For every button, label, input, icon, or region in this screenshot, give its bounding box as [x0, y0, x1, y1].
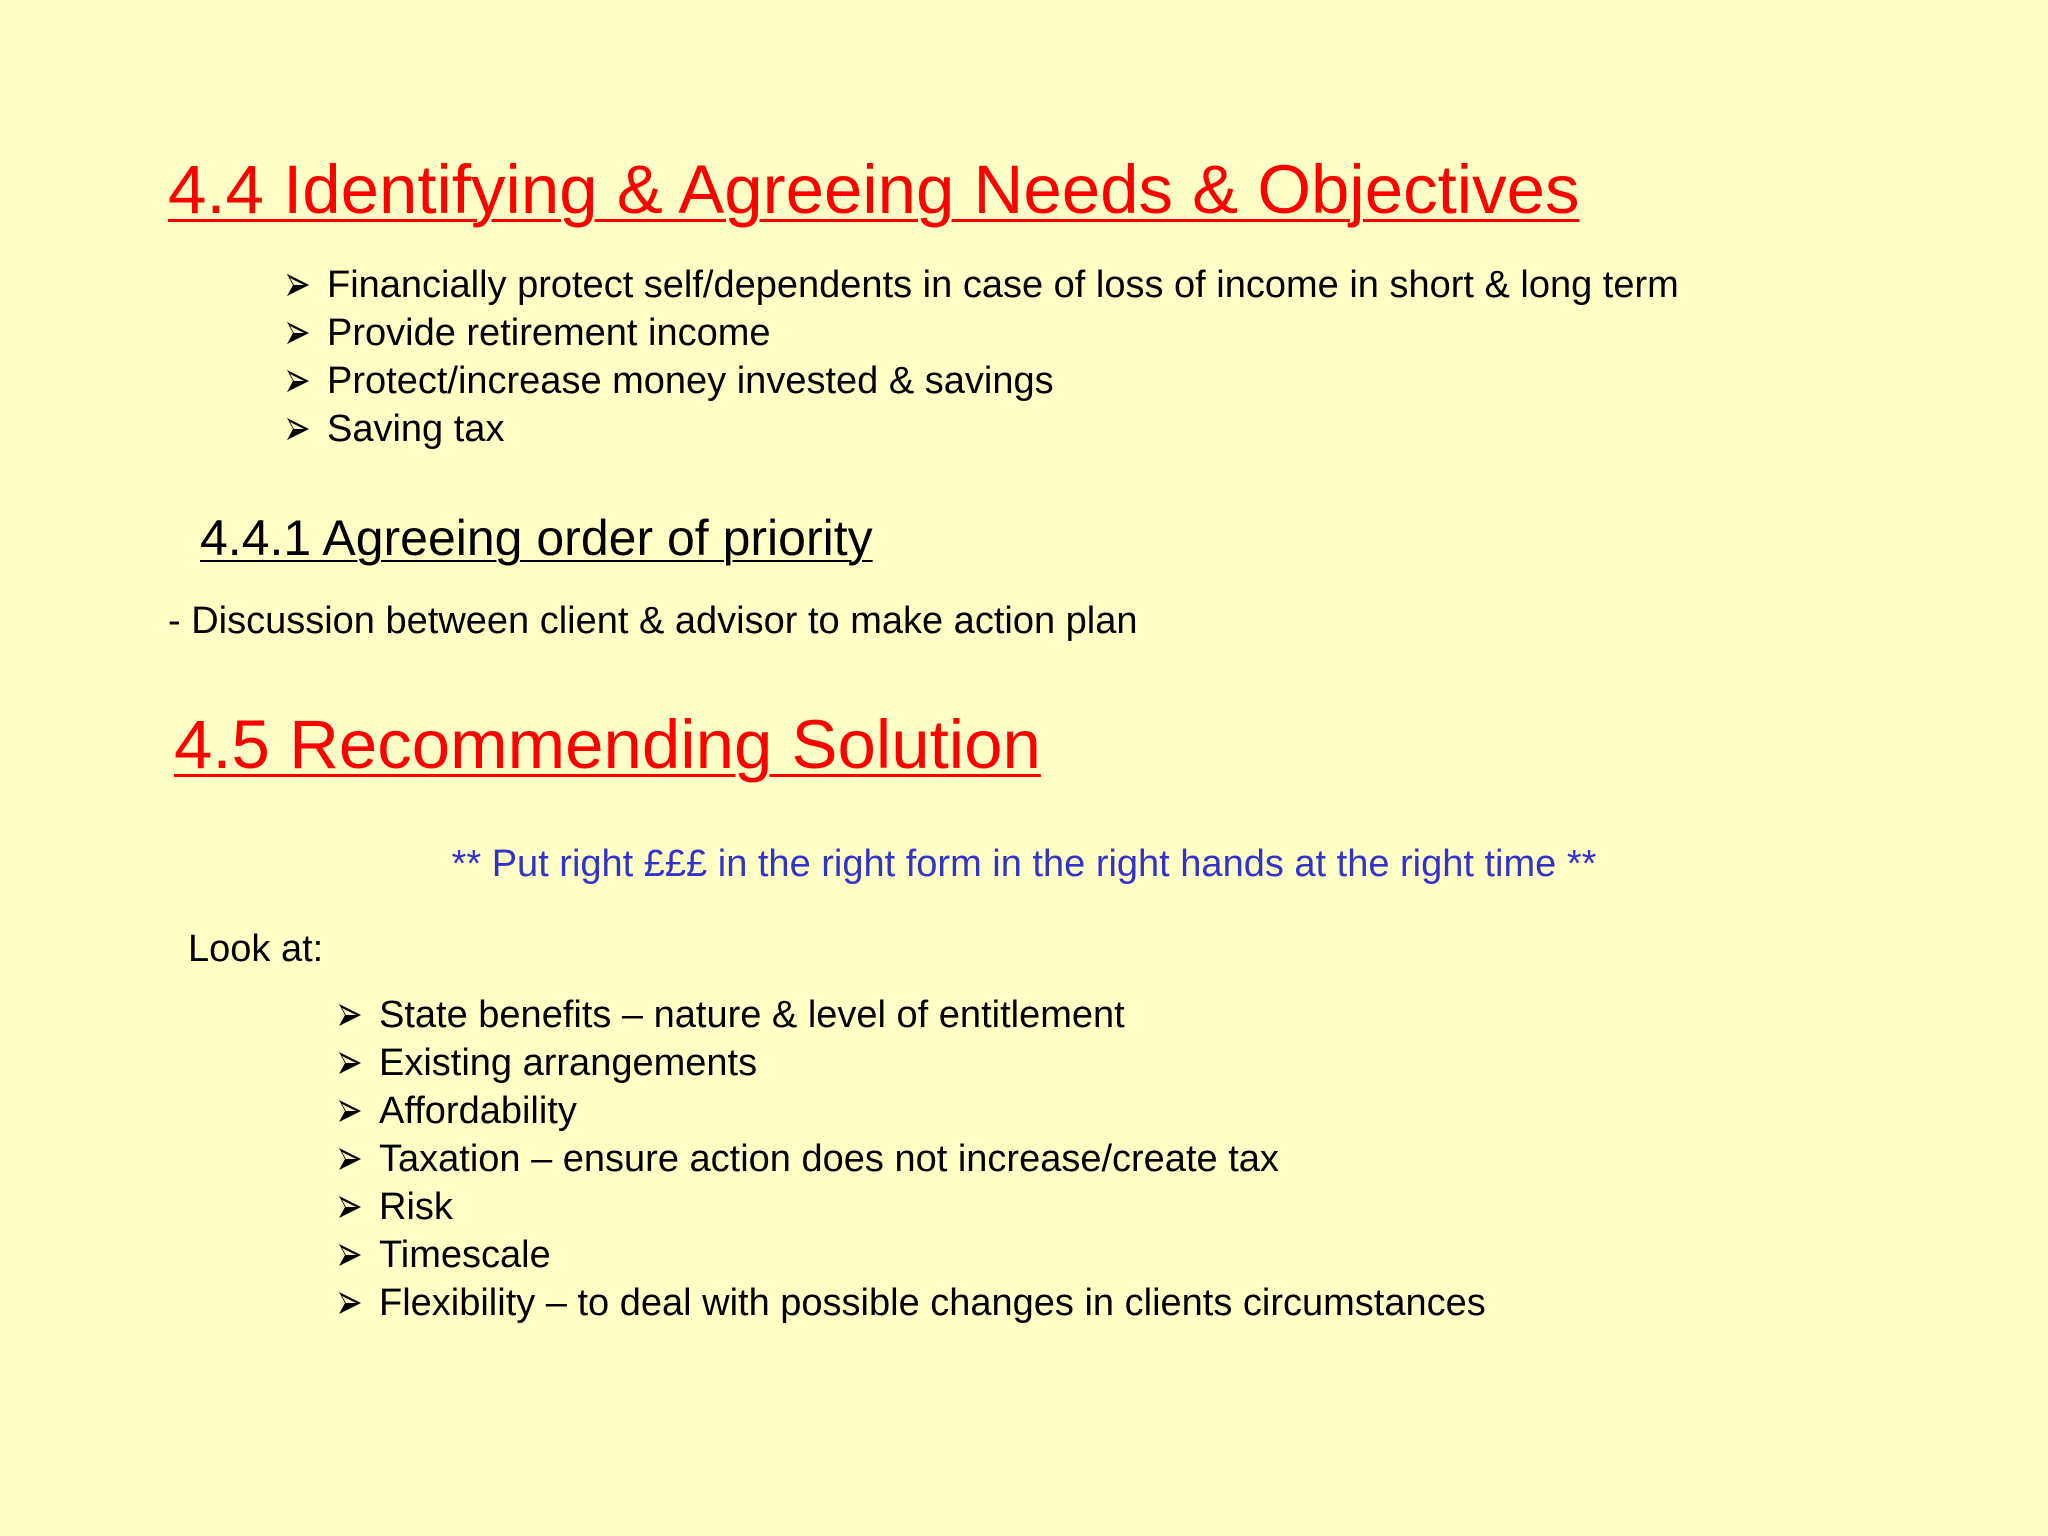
arrow-bullet-icon	[336, 1289, 364, 1317]
list-item	[336, 1135, 1486, 1183]
section-4-4-1-title: 4.4.1 Agreeing order of priority	[200, 510, 873, 566]
list-item	[336, 991, 1486, 1039]
list-item	[284, 309, 1679, 357]
needs-objectives-list	[284, 261, 1679, 453]
arrow-bullet-icon	[336, 1193, 364, 1221]
list-item-text: Risk	[379, 1185, 453, 1228]
arrow-bullet-icon	[336, 1049, 364, 1077]
list-item-text: Timescale	[379, 1233, 551, 1276]
list-item	[284, 261, 1679, 309]
arrow-bullet-icon	[336, 1241, 364, 1269]
arrow-bullet-icon	[284, 415, 312, 443]
arrow-bullet-icon	[336, 1001, 364, 1029]
look-at-label: Look at:	[188, 928, 324, 970]
arrow-bullet-icon	[284, 319, 312, 347]
arrow-bullet-icon	[336, 1097, 364, 1125]
section-4-4-title: 4.4 Identifying & Agreeing Needs & Objectives	[168, 151, 1580, 228]
list-item	[336, 1087, 1486, 1135]
list-item	[284, 405, 1679, 453]
list-item-text: Flexibility – to deal with possible changes in clients circumstances	[379, 1281, 1486, 1324]
list-item	[336, 1039, 1486, 1087]
list-item-text: Affordability	[379, 1089, 577, 1132]
tagline: ** Put right £££ in the right form in the right hands at the right time **	[451, 843, 1597, 885]
arrow-bullet-icon	[284, 367, 312, 395]
list-item-text: Provide retirement income	[327, 311, 771, 354]
list-item-text: Taxation – ensure action does not increase/create tax	[379, 1137, 1279, 1180]
list-item	[284, 357, 1679, 405]
list-item-text: Existing arrangements	[379, 1041, 758, 1084]
section-4-5-title: 4.5 Recommending Solution	[174, 706, 1041, 783]
recommendation-factors-list	[336, 991, 1486, 1327]
list-item	[336, 1231, 1486, 1279]
list-item-text: Protect/increase money invested & savings	[327, 359, 1054, 402]
list-item-text: State benefits – nature & level of entitlement	[379, 993, 1125, 1036]
list-item-text: Financially protect self/dependents in case of loss of income in short & long term	[327, 263, 1679, 306]
arrow-bullet-icon	[284, 271, 312, 299]
list-item	[336, 1183, 1486, 1231]
arrow-bullet-icon	[336, 1145, 364, 1173]
list-item-text: Saving tax	[327, 407, 505, 450]
priority-description: - Discussion between client & advisor to make action plan	[168, 600, 1138, 642]
list-item	[336, 1279, 1486, 1327]
